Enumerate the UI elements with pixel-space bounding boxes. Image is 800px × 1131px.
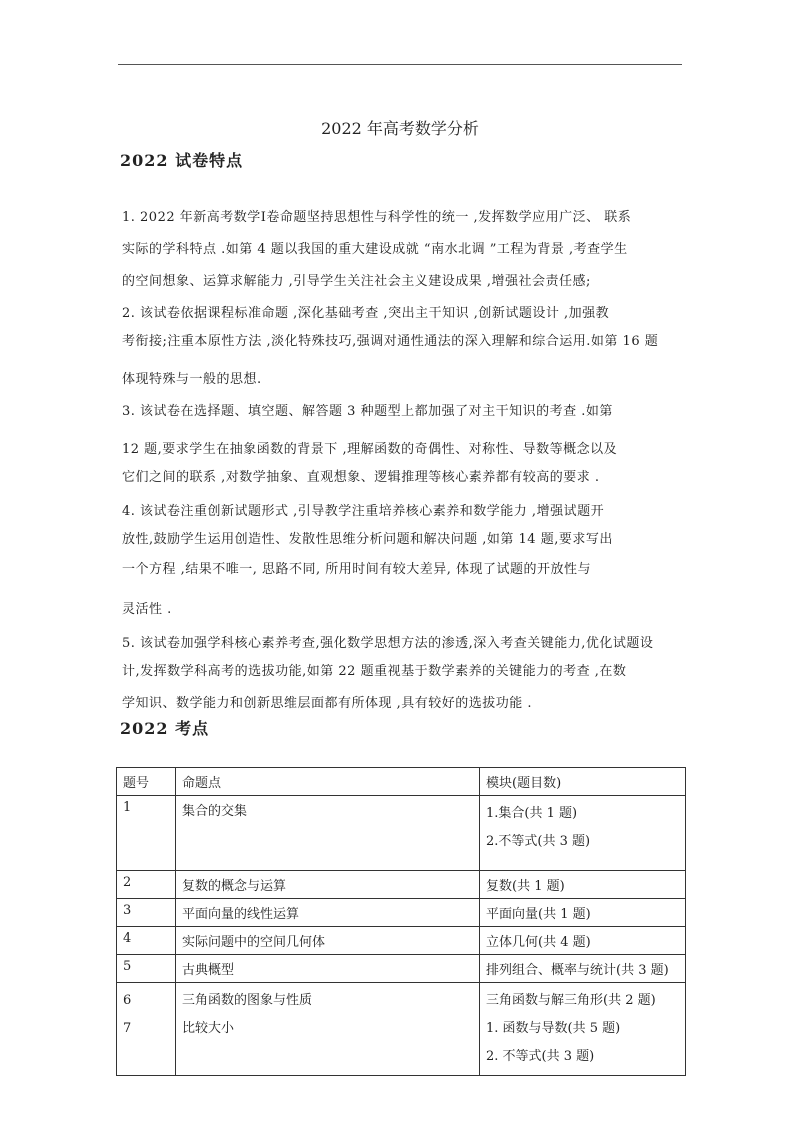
- header-cell: 命题点: [176, 768, 480, 796]
- topic-item: 比较大小: [182, 1021, 235, 1036]
- cell-topic: 平面向量的线性运算: [176, 899, 480, 927]
- cell-modules: 立体几何(共 4 题): [480, 927, 686, 955]
- table-row: [117, 955, 686, 983]
- text-line: 4. 该试卷注重创新试题形式 ,引导教学注重培养核心素养和数学能力 ,增强试题开: [122, 504, 605, 519]
- text-line: 一个方程 ,结果不唯一, 思路不同, 所用时间有较大差异, 体现了试题的开放性与: [122, 562, 592, 577]
- text-line: 计,发挥数学科高考的选拔功能,如第 22 题重视基于数学素养的关键能力的考查 ,在数: [122, 664, 627, 679]
- table-row: [117, 796, 686, 871]
- exam-topics-table: [116, 767, 686, 1076]
- text-line: 的空间想象、运算求解能力 ,引导学生关注社会主义建设成果 ,增强社会责任感;: [122, 274, 591, 289]
- topic-item: 三角函数的图象与性质: [182, 993, 313, 1008]
- row-num: 6: [123, 993, 132, 1008]
- cell-topic: 复数的概念与运算: [176, 871, 480, 899]
- row-num: 7: [123, 1021, 132, 1036]
- text-line: 放性,鼓励学生运用创造性、发散性思维分析问题和解决问题 ,如第 14 题,要求写出: [122, 532, 613, 547]
- header-rule: [118, 64, 682, 65]
- text-line: 实际的学科特点 .如第 4 题以我国的重大建设成就 “南水北调 ”工程为背景 ,考查学生: [122, 242, 628, 257]
- text-line: 2. 该试卷依据课程标准命题 ,深化基础考查 ,突出主干知识 ,创新试题设计 ,加强教: [122, 306, 610, 321]
- text-line: 考衔接;注重本原性方法 ,淡化特殊技巧,强调对通性通法的深入理解和综合运用.如第 16 题: [122, 334, 659, 349]
- module-item: 1. 函数与导数(共 5 题): [486, 1021, 621, 1036]
- text-line: 体现特殊与一般的思想.: [122, 372, 262, 387]
- table-row: [117, 871, 686, 899]
- cell-topic: 集合的交集: [176, 796, 480, 871]
- page-cutoff: [116, 1080, 686, 1131]
- cell-topic: 实际问题中的空间几何体: [176, 927, 480, 955]
- table-row: [117, 983, 686, 1076]
- cell-num: 2: [117, 871, 176, 899]
- section-heading-topics: 2022 考点: [120, 719, 210, 738]
- cell-modules: [480, 796, 686, 871]
- text-line: 3. 该试卷在选择题、填空题、解答题 3 种题型上都加强了对主干知识的考查 .如第: [122, 404, 613, 419]
- cell-topic: 古典概型: [176, 955, 480, 983]
- module-item: 1.集合(共 1 题): [486, 806, 578, 821]
- module-item: 2. 不等式(共 3 题): [486, 1049, 595, 1064]
- section-heading-features: 2022 试卷特点: [120, 151, 244, 170]
- text-line: 它们之间的联系 ,对数学抽象、直观想象、逻辑推理等核心素养都有较高的要求 .: [122, 470, 600, 485]
- cell-num: 4: [117, 927, 176, 955]
- cell-num: 5: [117, 955, 176, 983]
- module-item: 三角函数与解三角形(共 2 题): [486, 993, 656, 1008]
- text-line: 5. 该试卷加强学科核心素养考查,强化数学思想方法的渗透,深入考查关键能力,优化试题设: [122, 636, 654, 651]
- table-row: [117, 899, 686, 927]
- text-line: 12 题,要求学生在抽象函数的背景下 ,理解函数的奇偶性、对称性、导数等概念以及: [122, 442, 618, 457]
- cell-num: 1: [117, 796, 176, 871]
- header-cell: 题号: [117, 768, 176, 796]
- text-line: 学知识、数学能力和创新思维层面都有所体现 ,具有较好的选拔功能 .: [122, 696, 533, 711]
- cell-topic: [176, 983, 480, 1076]
- cell-modules: 复数(共 1 题): [480, 871, 686, 899]
- text-line: 灵活性 .: [122, 602, 172, 617]
- text-line: 1. 2022 年新高考数学Ⅰ卷命题坚持思想性与科学性的统一 ,发挥数学应用广泛、 联系: [122, 210, 632, 225]
- page-title: 2022 年高考数学分析: [321, 119, 479, 138]
- cell-num: 3: [117, 899, 176, 927]
- table-header-row: [117, 768, 686, 796]
- cell-modules: [480, 983, 686, 1076]
- module-item: 2.不等式(共 3 题): [486, 834, 591, 849]
- cell-num: [117, 983, 176, 1076]
- table-row: [117, 927, 686, 955]
- cell-modules: 平面向量(共 1 题): [480, 899, 686, 927]
- cell-modules: 排列组合、概率与统计(共 3 题): [480, 955, 686, 983]
- header-cell: 模块(题目数): [480, 768, 686, 796]
